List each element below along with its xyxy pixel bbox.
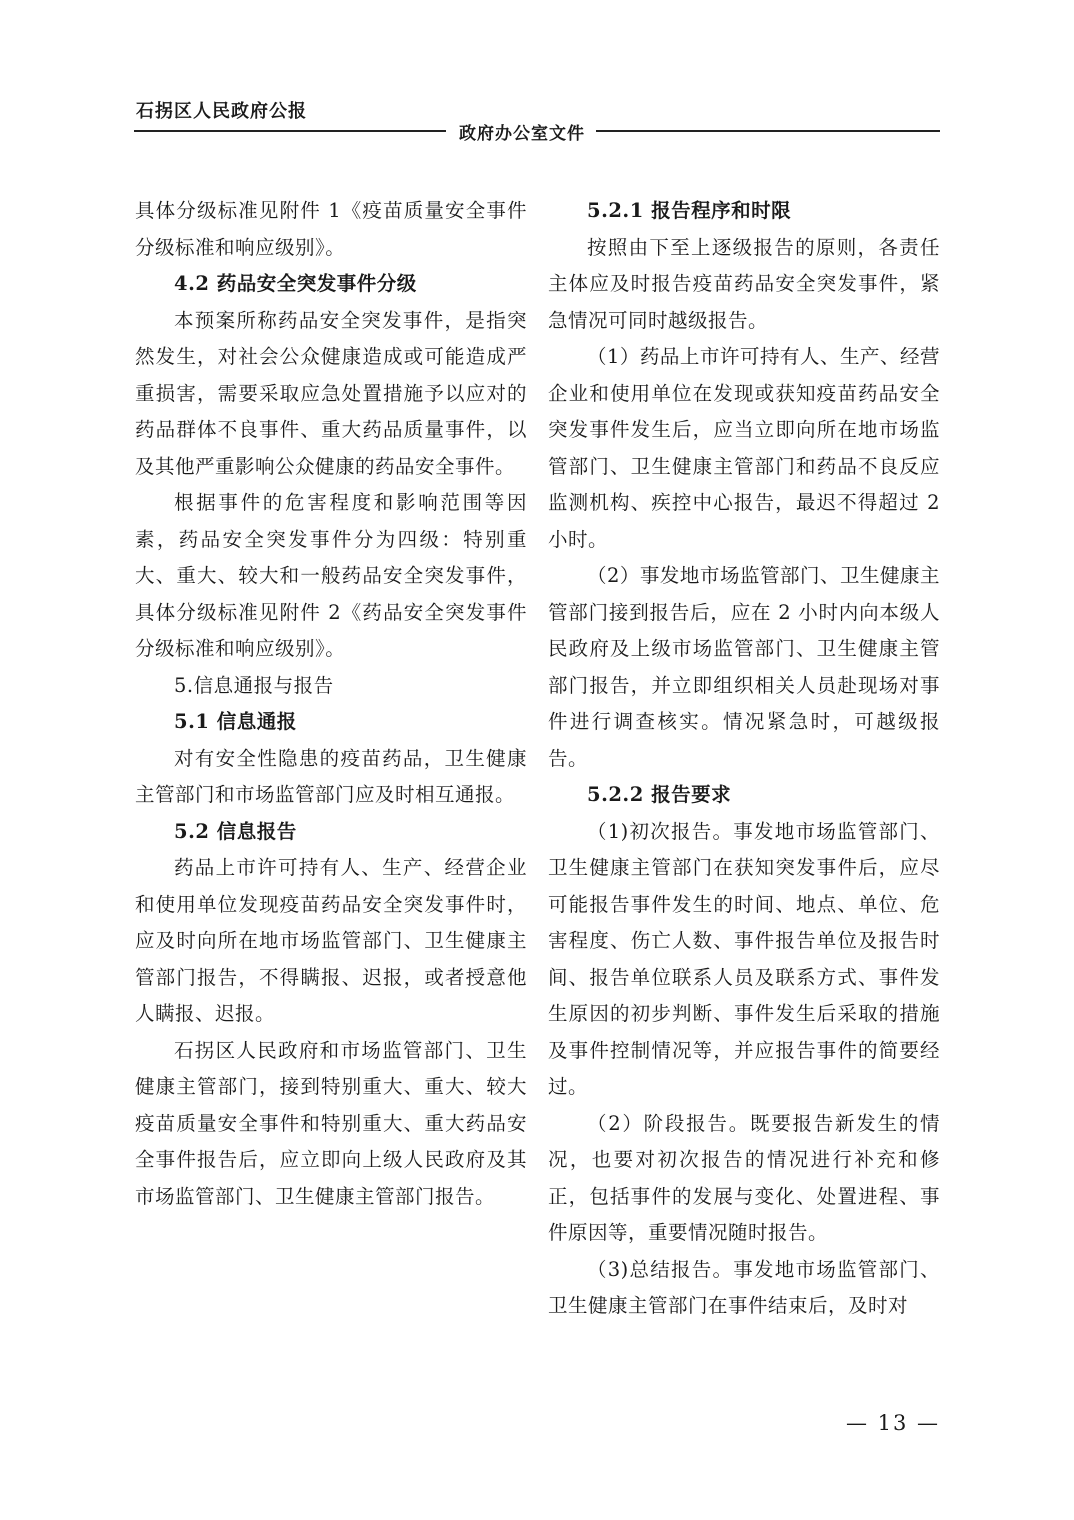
paragraph: 对有安全性隐患的疫苗药品，卫生健康主管部门和市场监管部门应及时相互通报。: [135, 746, 527, 806]
section-heading-5: 5.信息通报与报告: [174, 673, 334, 697]
paragraph: （1)初次报告。事发地市场监管部门、卫生健康主管部门在获知突发事件后，应尽可能报告事件发生的时间、地点、单位、危害程度、伤亡人数、事件报告单位及报告时间、报告单位联系人员及联系方式、事件发生原因的初步判断、事件发生后采取的措施及事件控制情况等，并应报告事件的简要经过。: [548, 819, 940, 1098]
bulletin-title: 石拐区人民政府公报: [136, 101, 307, 122]
section-heading-5-1: 5.1 信息通报: [174, 710, 297, 733]
paragraph: 按照由下至上逐级报告的原则，各责任主体应及时报告疫苗药品安全突发事件，紧急情况可同时越级报告。: [548, 235, 940, 332]
paragraph: 药品上市许可持有人、生产、经营企业和使用单位发现疫苗药品安全突发事件时，应及时向所在地市场监管部门、卫生健康主管部门报告，不得瞒报、迟报，或者授意他人瞒报、迟报。: [135, 856, 527, 1025]
paragraph: 根据事件的危害程度和影响范围等因素，药品安全突发事件分为四级：特别重大、重大、较大和一般药品安全突发事件，具体分级标准见附件 2《药品安全突发事件分级标准和响应级别》。: [135, 491, 527, 660]
paragraph: （2）阶段报告。既要报告新发生的情况，也要对初次报告的情况进行补充和修正，包括事件的发展与变化、处置进程、事件原因等，重要情况随时报告。: [548, 1111, 940, 1244]
section-heading-5-2-2: 5.2.2 报告要求: [587, 783, 732, 806]
header-rule-left: [134, 130, 446, 132]
paragraph: （1）药品上市许可持有人、生产、经营企业和使用单位在发现或获知疫苗药品安全突发事件发生后，应当立即向所在地市场监管部门、卫生健康主管部门和药品不良反应监测机构、疾控中心报告，最迟不得超过 2 小时。: [548, 345, 940, 551]
header-rule-right: [596, 130, 940, 132]
paragraph: 石拐区人民政府和市场监管部门、卫生健康主管部门，接到特别重大、重大、较大疫苗质量安全事件和特别重大、重大药品安全事件报告后，应立即向上级人民政府及其市场监管部门、卫生健康主管部门报告。: [135, 1038, 527, 1208]
left-column: [135, 193, 527, 1215]
page-number: — 13 —: [845, 1411, 941, 1435]
section-heading-5-2: 5.2 信息报告: [174, 819, 297, 843]
continued-paragraph: 具体分级标准见附件 1《疫苗质量安全事件分级标准和响应级别》。: [135, 199, 527, 259]
section-heading-5-2-1: 5.2.1 报告程序和时限: [587, 199, 792, 222]
section-label: 政府办公室文件: [459, 124, 585, 144]
paragraph: （2）事发地市场监管部门、卫生健康主管部门接到报告后，应在 2 小时内向本级人民政府及上级市场监管部门、卫生健康主管部门报告，并立即组织相关人员赴现场对事件进行调查核实。情况紧急时，可越级报告。: [548, 564, 940, 770]
right-column: [548, 193, 940, 1325]
paragraph: （3)总结报告。事发地市场监管部门、卫生健康主管部门在事件结束后，及时对: [548, 1257, 940, 1317]
paragraph: 本预案所称药品安全突发事件，是指突然发生，对社会公众健康造成或可能造成严重损害，需要采取应急处置措施予以应对的药品群体不良事件、重大药品质量事件，以及其他严重影响公众健康的药品安全事件。: [135, 308, 527, 478]
section-heading-4-2: 4.2 药品安全突发事件分级: [174, 272, 417, 295]
